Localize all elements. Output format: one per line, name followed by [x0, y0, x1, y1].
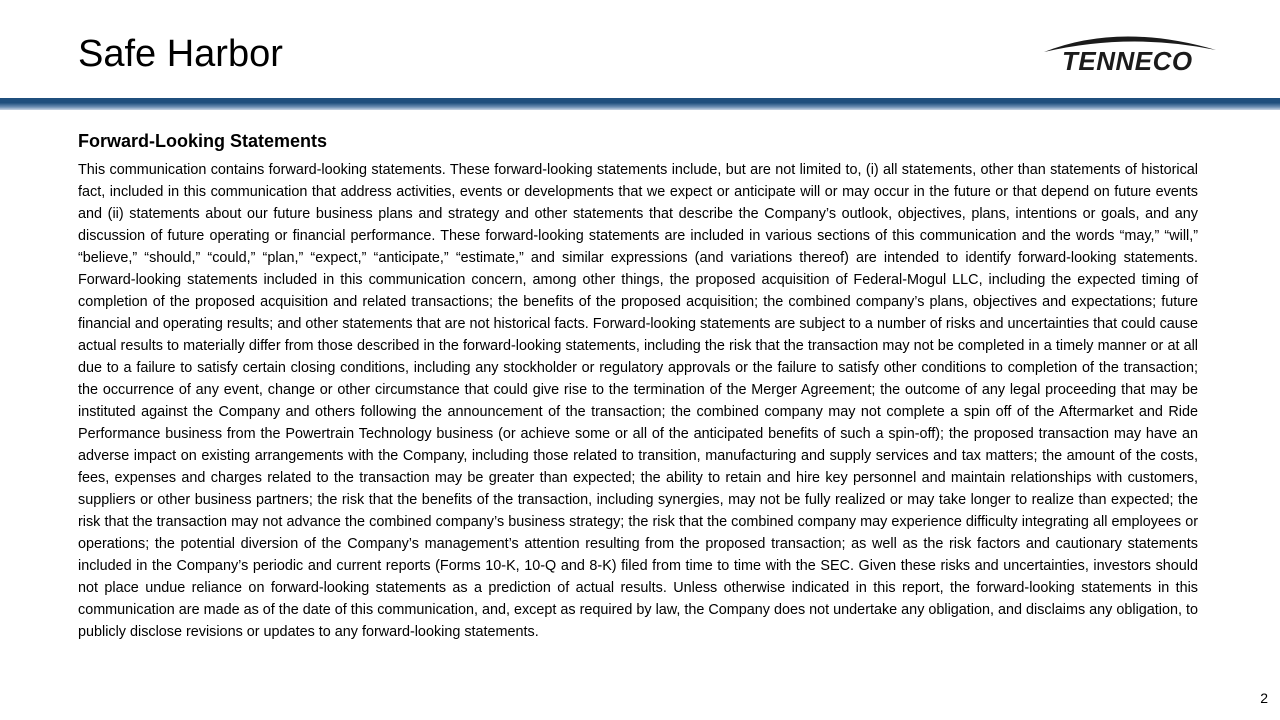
header-divider-band: [0, 98, 1280, 110]
slide-title: Safe Harbor: [78, 33, 283, 75]
forward-looking-statements-text: This communication contains forward-looking statements. These forward-looking statements include, but are not limited to, (i) all statements, other than statements of historical fact, included in this communication that address activities, events or developments that we expect or anticipate will or may occur in the future or that depend on future events and (ii) statements about our future business plans and strategy and other statements that describe the Company’s outlook, objectives, plans, intentions or goals, and any discussion of future operating or financial performance. These forward-looking statements are included in various sections of this communication and the words “may,” “will,” “believe,” “should,” “could,” “plan,” “expect,” “anticipate,” “estimate,” and similar expressions (and variations thereof) are intended to identify forward-looking statements. Forward-looking statements included in this communication concern, among other things, the proposed acquisition of Federal-Mogul LLC, including the expected timing of completion of the proposed acquisition and related transactions; the benefits of the proposed acquisition; the combined company’s plans, objectives and expectations; future financial and operating results; and other statements that are not historical facts. Forward-looking statements are subject to a number of risks and uncertainties that could cause actual results to materially differ from those described in the forward-looking statements, including the risk that the transaction may not be completed in a timely manner or at all due to a failure to satisfy certain closing conditions, including any stockholder or regulatory approvals or the failure to satisfy other conditions to completion of the transaction; the occurrence of any event, change or other circumstance that could give rise to the termination of the Merger Agreement; the outcome of any legal proceeding that may be instituted against the Company and others following the announcement of the transaction; the combined company may not complete a spin off of the Aftermarket and Ride Performance business from the Powertrain Technology business (or achieve some or all of the anticipated benefits of such a spin-off); the proposed transaction may have an adverse impact on existing arrangements with the Company, including those related to transition, manufacturing and supply services and tax matters; the amount of the costs, fees, expenses and charges related to the transaction may be greater than expected; the ability to retain and hire key personnel and maintain relationships with customers, suppliers or other business partners; the risk that the benefits of the transaction, including synergies, may not be fully realized or may take longer to realize than expected; the risk that the transaction may not advance the combined company’s business strategy; the risk that the combined company may experience difficulty integrating all employees or operations; the potential diversion of the Company’s management’s attention resulting from the proposed transaction; as well as the risk factors and cautionary statements included in the Company’s periodic and current reports (Forms 10-K, 10-Q and 8-K) filed from time to time with the SEC. Given these risks and uncertainties, investors should not place undue reliance on forward-looking statements as a prediction of actual results. Unless otherwise indicated in this report, the forward-looking statements in this communication are made as of the date of this communication, and, except as required by law, the Company does not undertake any obligation, and disclaims any obligation, to publicly disclose revisions or updates to any forward-looking statements.: [78, 162, 1198, 640]
page-number: 2: [1260, 690, 1268, 706]
tenneco-logo: [1040, 28, 1220, 80]
logo-wordmark: TENNECO: [1062, 46, 1193, 76]
section-heading: Forward-Looking Statements: [78, 131, 328, 151]
main-content: [78, 128, 1198, 643]
